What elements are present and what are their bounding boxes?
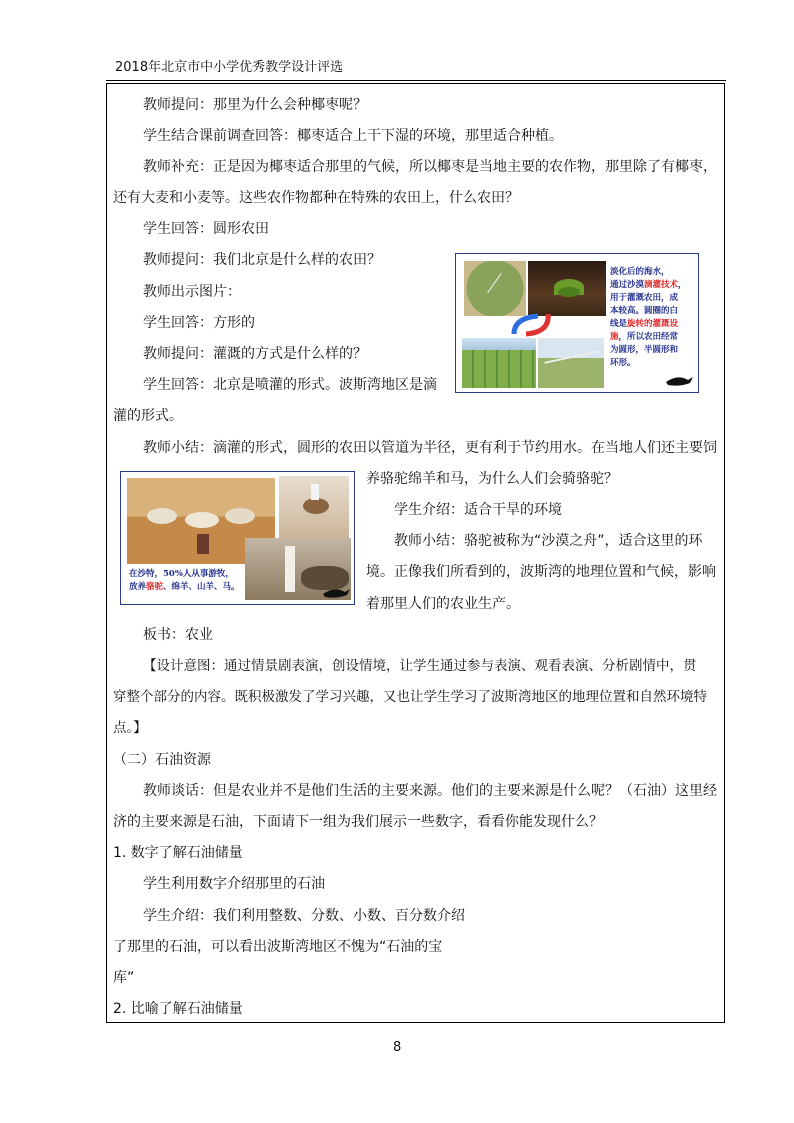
text-line: 学生介绍：我们利用整数、分数、小数、百分数介绍: [143, 908, 465, 924]
text-line: 教师提问：我们北京是什么样的农田？: [143, 252, 381, 268]
text-line: 学生利用数字介绍那里的石油: [143, 876, 325, 892]
text-line: 灌的形式。: [113, 408, 183, 424]
irrigation-figure: [455, 253, 699, 393]
page-header: 2018年北京市中小学优秀教学设计评选: [115, 60, 344, 75]
list-item: 1. 数字了解石油储量: [113, 845, 243, 861]
text-line: 教师提问：灌溉的方式是什么样的？: [143, 346, 367, 362]
text-line: 库”: [113, 970, 135, 986]
text-line: 教师出示图片：: [143, 284, 241, 300]
nomad-figure: [120, 471, 355, 605]
oil-lamp-icon: [664, 372, 694, 388]
text-line: 学生介绍：适合干旱的环境: [394, 502, 562, 518]
page-number: 8: [393, 1040, 402, 1055]
text-line: 学生回答：方形的: [143, 315, 255, 331]
text-line: 济的主要来源是石油，下面请下一组为我们展示一些数字，看看你能发现什么？: [113, 814, 603, 830]
text-line: 境。正像我们所看到的，波斯湾的地理位置和气候，影响: [366, 564, 716, 580]
text-line: 教师谈话：但是农业并不是他们生活的主要来源。他们的主要来源是什么呢？（石油）这里经: [143, 783, 717, 799]
pivot-irrigation-photo: [538, 338, 604, 388]
text-line: 教师小结：骆驼被称为“沙漠之舟”，适合这里的环: [394, 533, 703, 549]
text-line: 学生回答：圆形农田: [143, 221, 269, 237]
text-line: 教师提问：那里为什么会种椰枣呢？: [143, 97, 367, 113]
text-line: 养骆驼绵羊和马，为什么人们会骑骆驼？: [366, 471, 618, 487]
text-line: 学生结合课前调查回答：椰枣适合上干下湿的环境，那里适合种植。: [143, 128, 563, 144]
design-intent-line: 点。】: [113, 720, 147, 736]
text-line: 着那里人们的农业生产。: [366, 596, 520, 612]
text-line: 了那里的石油，可以看出波斯湾地区不愧为“石油的宝: [113, 939, 443, 955]
cycle-arrows-icon: [508, 306, 556, 342]
irrigation-caption: 淡化后的海水， 通过沙漠滴灌技术， 用于灌溉农田，成 本较高。圆圈的白 线是旋转的灌溉设 施，所以农田经常 为圆形，半圆形和 环形。: [610, 267, 687, 368]
text-line: 教师小结：滴灌的形式，圆形的农田以管道为半径，更有利于节约用水。在当地人们还主要饲: [143, 440, 717, 456]
text-line: 还有大麦和小麦等。这些农作物都种在特殊的农田上，什么农田？: [113, 190, 519, 206]
section-heading: （二）石油资源: [113, 752, 211, 768]
nomad-caption: 在沙特，50%人从事游牧， 放养骆驼、绵羊、山羊、马。: [129, 569, 240, 592]
text-line: 板书：农业: [143, 627, 213, 643]
oil-lamp-icon: [321, 584, 351, 600]
design-intent-line: 穿整个部分的内容。既积极激发了学习兴趣，又也让学生学习了波斯湾地区的地理位置和自然环境特: [113, 689, 707, 705]
text-line: 学生回答：北京是喷灌的形式。波斯湾地区是滴: [143, 377, 437, 393]
design-intent-line: 【设计意图：通过情景剧表演，创设情境，让学生通过参与表演、观看表演、分析剧情中，贯: [143, 658, 697, 674]
text-line: 教师补充：正是因为椰枣适合那里的气候，所以椰枣是当地主要的农作物，那里除了有椰枣，: [143, 159, 717, 175]
list-item: 2. 比喻了解石油储量: [113, 1001, 243, 1017]
header-rule: [106, 80, 726, 81]
square-fields-photo: [462, 338, 536, 388]
camel-rider-photo: [279, 476, 349, 542]
